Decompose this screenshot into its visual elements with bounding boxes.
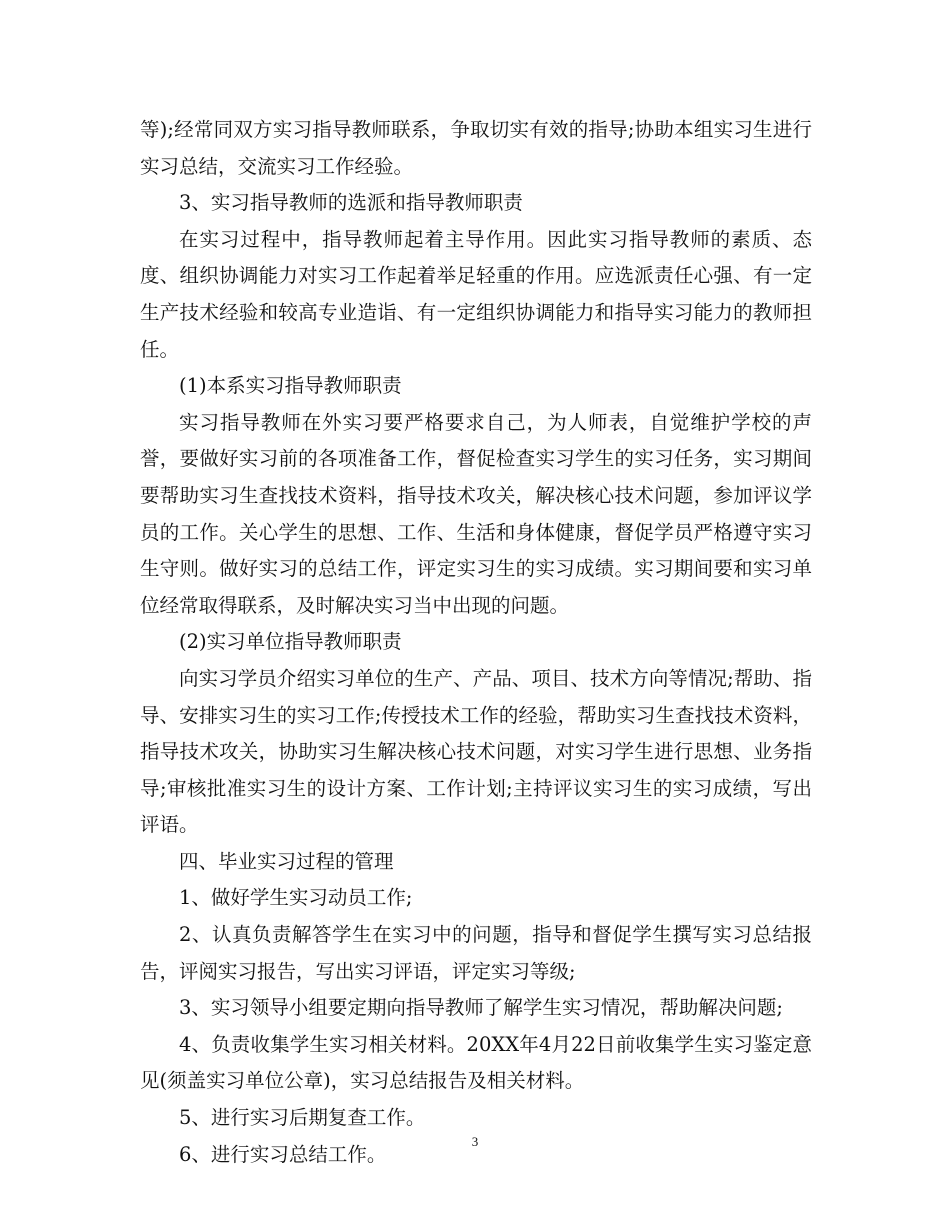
- paragraph: 等);经常同双方实习指导教师联系，争取切实有效的指导;协助本组实习生进行实习总结，交流实习工作经验。: [140, 118, 812, 178]
- list-item: 2、认真负责解答学生在实习中的问题，指导和督促学生撰写实习总结报告，评阅实习报告，写出实习评语，评定实习等级;: [140, 923, 812, 983]
- paragraph: 在实习过程中，指导教师起着主导作用。因此实习指导教师的素质、态度、组织协调能力对实习工作起着举足轻重的作用。应选派责任心强、有一定生产技术经验和较高专业造诣、有一定组织协调能力和指导实习能力的教师担任。: [140, 227, 812, 361]
- subsection-heading: (1)本系实习指导教师职责: [179, 374, 402, 398]
- section-heading: 3、实习指导教师的选派和指导教师职责: [179, 191, 523, 215]
- list-item: 1、做好学生实习动员工作;: [179, 886, 413, 910]
- page-number: 3: [471, 1134, 479, 1149]
- subsection-heading: (2)实习单位指导教师职责: [179, 630, 402, 654]
- list-item: 6、进行实习总结工作。: [179, 1142, 387, 1166]
- document-body: [140, 112, 812, 1173]
- list-item: 4、负责收集学生实习相关材料。20XX年4月22日前收集学生实习鉴定意见(须盖实习单位公章)，实习总结报告及相关材料。: [140, 1032, 812, 1093]
- paragraph: 向实习学员介绍实习单位的生产、产品、项目、技术方向等情况;帮助、指导、安排实习生的实习工作;传授技术工作的经验，帮助实习生查找技术资料，指导技术攻关，协助实习生解决核心技术问题，对实习学生进行思想、业务指导;审核批准实习生的设计方案、工作计划;主持评议实习生的实习成绩，写出评语。: [140, 666, 812, 837]
- section-heading: 四、毕业实习过程的管理: [179, 849, 394, 873]
- paragraph: 实习指导教师在外实习要严格要求自己，为人师表，自觉维护学校的声誉，要做好实习前的各项准备工作，督促检查实习学生的实习任务，实习期间要帮助实习生查找技术资料，指导技术攻关，解决核心技术问题，参加评议学员的工作。关心学生的思想、工作、生活和身体健康，督促学员严格遵守实习生守则。做好实习的总结工作，评定实习生的实习成绩。实习期间要和实习单位经常取得联系，及时解决实习当中出现的问题。: [140, 410, 812, 617]
- list-item: 5、进行实习后期复查工作。: [179, 1106, 426, 1130]
- list-item: 3、实习领导小组要定期向指导教师了解学生实习情况，帮助解决问题;: [179, 996, 783, 1020]
